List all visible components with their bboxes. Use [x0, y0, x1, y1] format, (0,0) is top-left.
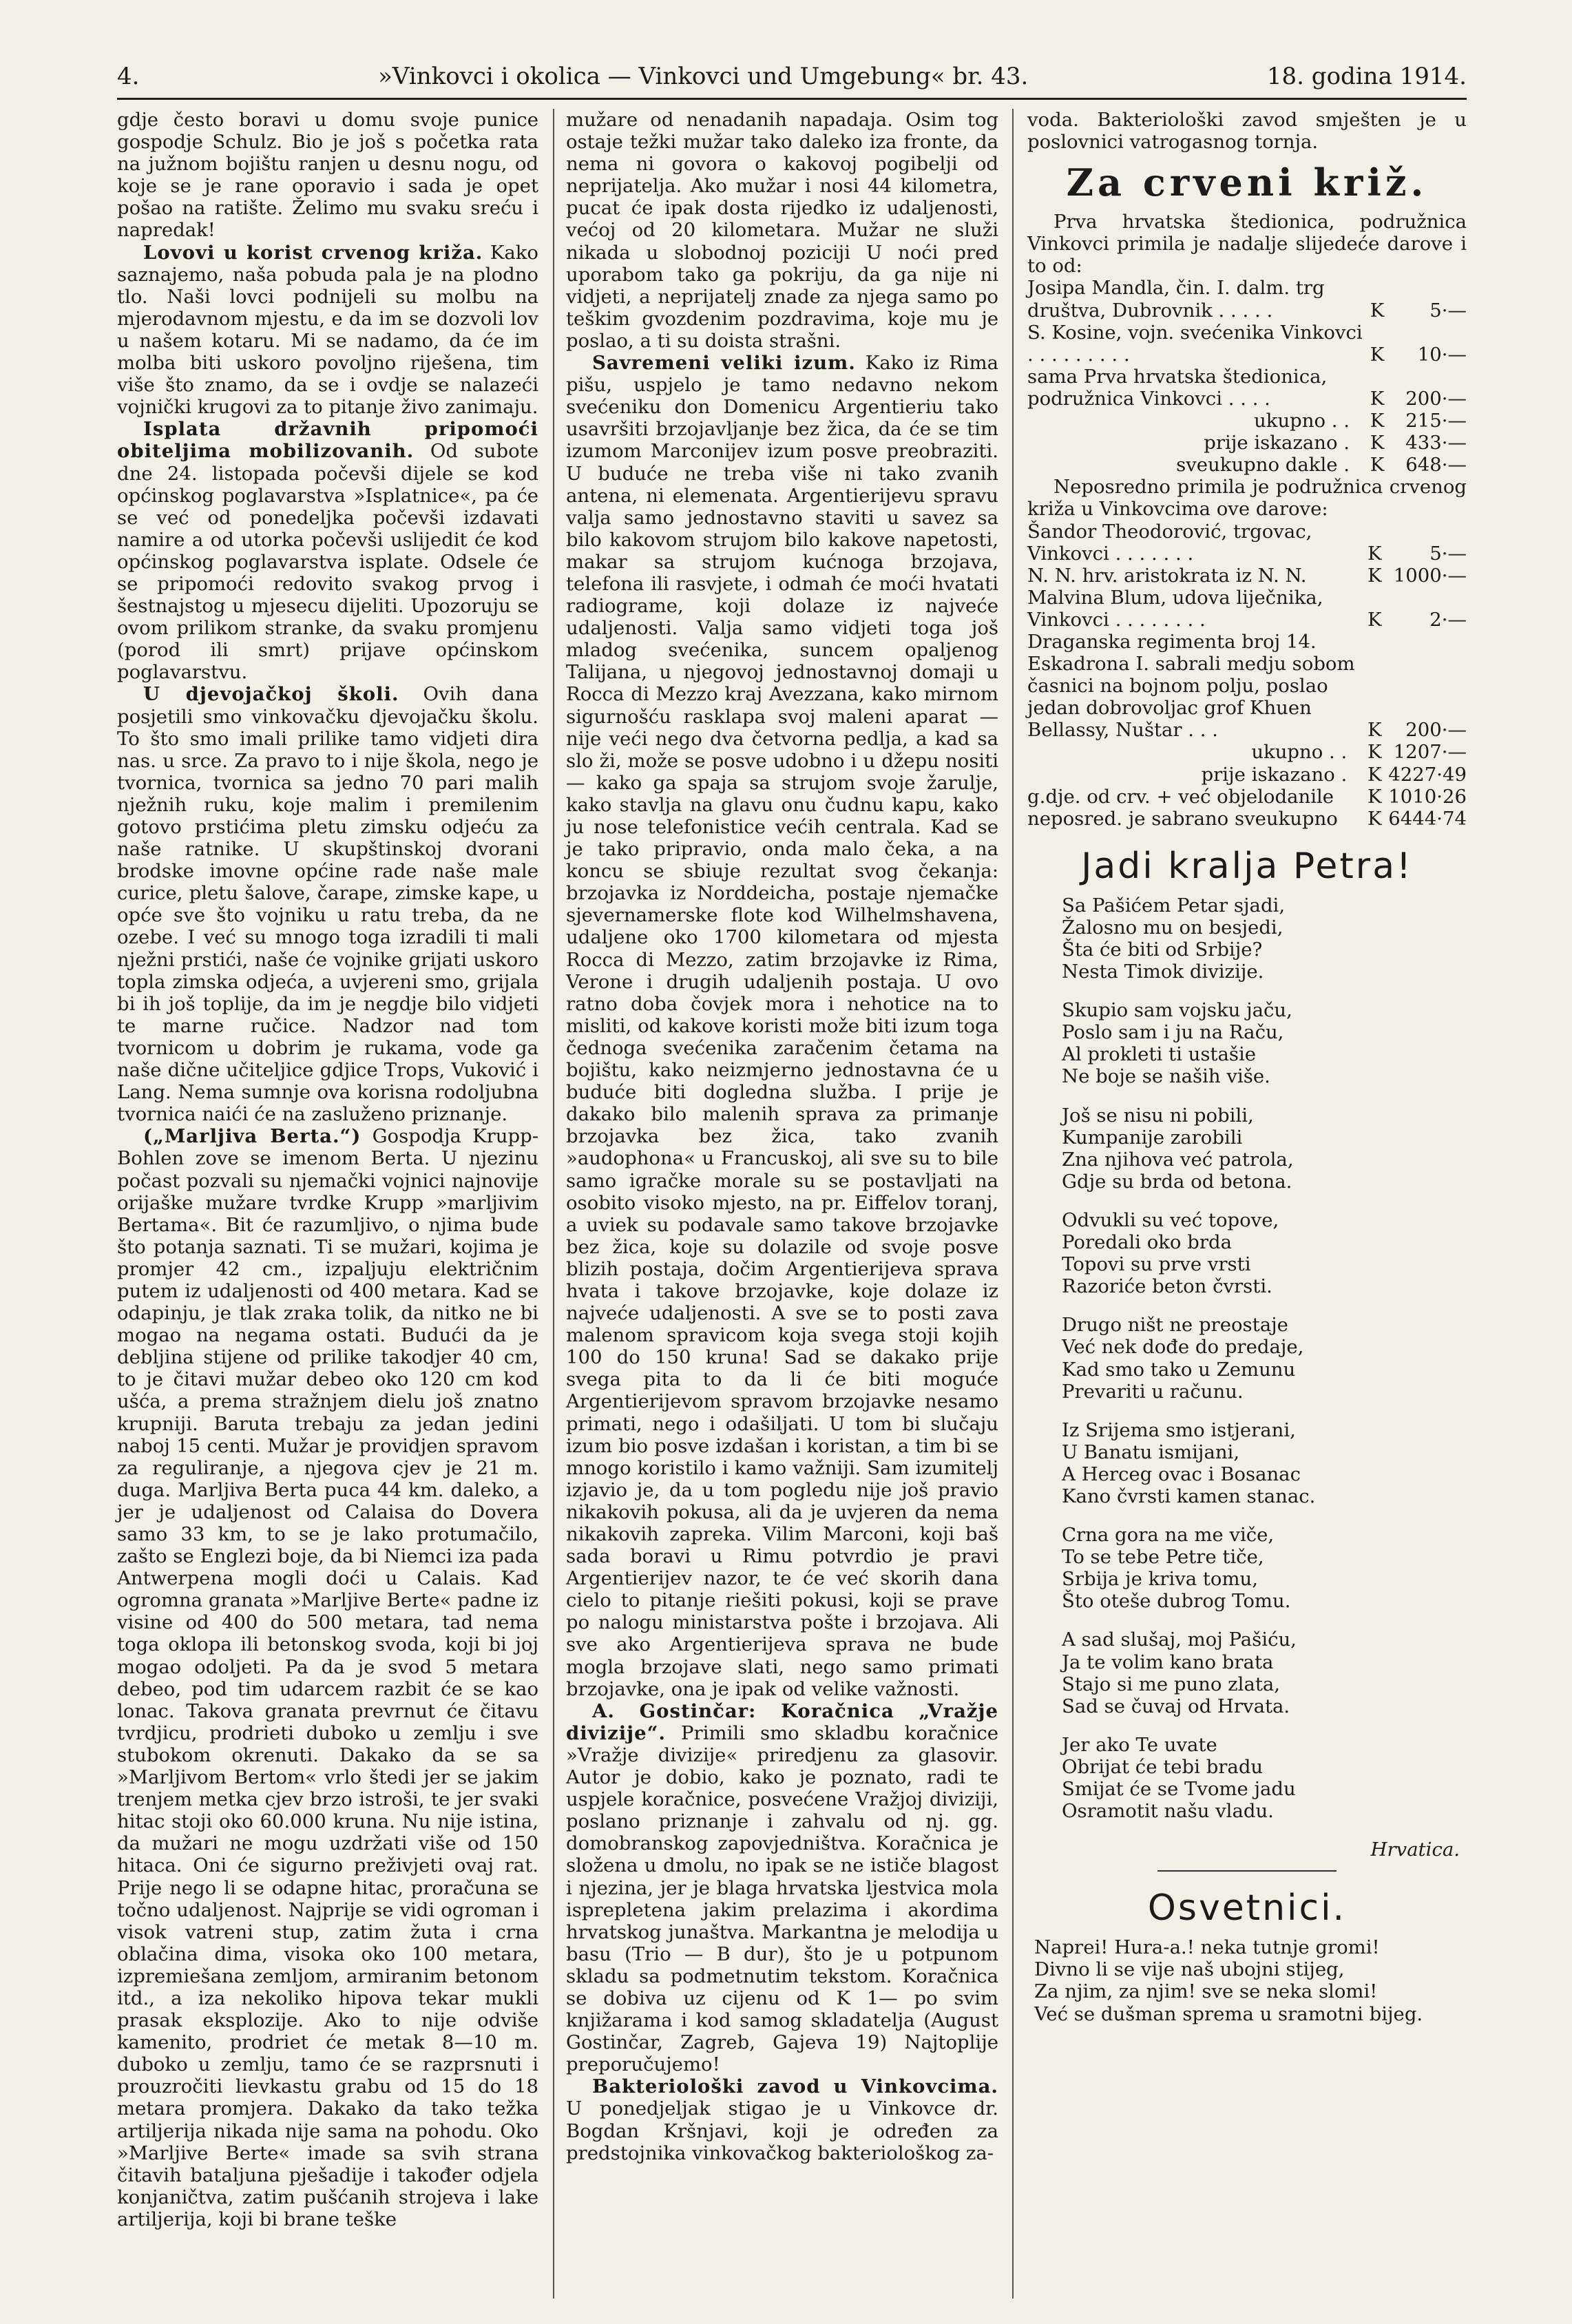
poem-line: Ja te volim kano brata — [1062, 1651, 1274, 1673]
article-lead: A. Gostinčar: Koračnica „Vražje divizije“. — [566, 1699, 998, 1744]
article-continuation: gdje često boravi u domu svoje punice gospodje Schulz. Bio je još s početka rata na južnom bojištu ranjen u desnu nogu, od koje se je rane oporavio i sada je opet pošao na ratište. Želimo mu svaku sreću i napredak! — [117, 109, 538, 242]
poem-stanza — [1062, 894, 1467, 983]
poem-line: Topovi su prve vrsti — [1062, 1253, 1251, 1276]
poem-line: Još se nisu ni pobili, — [1062, 1104, 1254, 1127]
poem-stanza — [1062, 1209, 1467, 1297]
article-lead: Savremeni veliki izum. — [592, 352, 856, 375]
currency-mark: K — [1370, 299, 1385, 322]
poem-stanza — [1062, 999, 1467, 1087]
article-isplata — [117, 418, 538, 683]
poem-title-osvetnici: Osvetnici. — [1147, 1887, 1347, 1929]
masthead — [117, 56, 1467, 96]
donations-intro-2: Neposredno primila je podružnica crvenog križa u Vinkovcima ove darove: — [1027, 476, 1467, 521]
article-lead: Bakteriološki zavod u Vinkovcima. — [592, 2075, 998, 2098]
donation-amount: 5·— — [1429, 542, 1467, 565]
donation-row — [1027, 741, 1467, 763]
currency-mark: K — [1370, 432, 1385, 454]
donation-label: Malvina Blum, udova liječnika, Vinkovci . . . . . . . . — [1027, 586, 1323, 631]
donations-table-1 — [1027, 277, 1467, 476]
donation-row — [1027, 366, 1467, 410]
article-lead: U djevojačkoj školi. — [143, 683, 399, 706]
donation-row — [1027, 410, 1467, 432]
article-skola — [117, 683, 538, 1125]
donation-label: N. N. hrv. aristokrata iz N. N. — [1027, 564, 1307, 587]
newspaper-title: »Vinkovci i okolica — Vinkovci und Umgebung« br. 43. — [378, 63, 1029, 90]
column-1 — [117, 109, 538, 2230]
poem-line: Sa Pašićem Petar sjadi, — [1062, 894, 1286, 917]
header-rule — [117, 98, 1467, 100]
donation-label: neposred. je sabrano sveukupno — [1027, 807, 1338, 830]
poem-line: Kano čvrsti kamen stanac. — [1062, 1485, 1316, 1507]
currency-mark: K — [1367, 763, 1382, 786]
donation-label: prije iskazano . — [1204, 432, 1350, 454]
article-text: Primili smo skladbu koračnice »Vražje divizije« priredjenu za glasovir. Autor je dobio, kako je poznato, radi te uspjele koračnice, posvećene Vražjoj diviziji, poslano priznanje i zahvalu od nj. gg. domobranskog zapovjedništva. Koračnica je složena u dmolu, no ipak se ne ističe blagost i njezina, jer je blaga hrvatska ljestvica mola isprepletena jakim prelazima i akordima hrvatskog junaštva. Markantna je melodija u basu (Trio — B dur), što je u potpunom skladu sa podmetnutim tekstom. Koračnica se dobiva uz cijenu od K 1— po svim knjižarama i kod samog skladatelja (August Gostinčar, Zagreb, Gajeva 19) Najtoplije preporučujemo! — [566, 1721, 998, 2076]
poem-line: Smijat će se Tvome jadu — [1062, 1778, 1296, 1800]
donation-row — [1027, 322, 1467, 366]
currency-mark: K — [1370, 387, 1385, 410]
poem-line: A sad slušaj, moj Pašiću, — [1062, 1629, 1297, 1651]
donation-row — [1027, 277, 1467, 321]
currency-mark: K — [1367, 542, 1382, 565]
poem-line: Obrijat će tebi bradu — [1062, 1755, 1264, 1778]
poem-line: Za njim, za njim! sve se neka slomi! — [1034, 1980, 1378, 2003]
article-izum — [566, 352, 998, 1700]
donations-table-2 — [1027, 521, 1467, 830]
article-lead: Lovovi u korist crvenog križa. — [143, 241, 483, 264]
article-text: Ovih dana posjetili smo vinkovačku djevojačku školu. To što smo imali prilike tamo vidjeti dira nas. u srce. Za pravo to i nije škola, nego je tvornica, tvornica sa jedno 70 pari malih nježnih ruku, koje malim i premilenim gotovo prstićima pletu zimsku odjeću za naše ratnike. U skupštinskoj dvorani brodske imovne općine rade naše male curice, pletu šalove, čarape, zimske kape, u opće sve što vojniku u ratu treba, da ne ozebe. I već su mnogo toga izradili ti mali nježni prstići, naše će vojnike grijati uskoro topla zimska odjeća, a uvjereni smo, grijala bi ih još toplije, da im je negdje bilo vidjeti te marne ručice. Nadzor nad tom tvornicom u dobrim je rukama, vode ga naše dične učiteljice gdjice Trops, Vuković i Lang. Nema sumnje ova korisna rodoljubna tvornica naići će na zasluženo priznanje. — [117, 683, 538, 1126]
poem-line: Poslo sam i ju na Raču, — [1062, 1021, 1284, 1044]
column-rule — [1012, 109, 1014, 2299]
article-koracnica — [566, 1700, 998, 2076]
donation-amount: 200·— — [1405, 387, 1467, 410]
currency-mark: K — [1367, 807, 1382, 830]
poem-line: U Banatu ismijani, — [1062, 1441, 1240, 1463]
donation-label: g.dje. od crv. + već objelodanile — [1027, 785, 1334, 808]
divider — [1157, 1870, 1337, 1872]
poem-stanza — [1062, 1314, 1467, 1402]
poem-stanza — [1062, 1629, 1467, 1717]
poem-line: Stajo si me puno zlata, — [1062, 1673, 1281, 1695]
donation-amount: 6444·74 — [1388, 807, 1467, 830]
poem-line: Već nek dođe do predaje, — [1062, 1336, 1304, 1359]
article-lead: Isplata državnih pripomoći obiteljima mobilizovanih. — [117, 418, 538, 463]
poem-line: Kumpanije zarobili — [1062, 1126, 1243, 1149]
poem-jadi-kralja-petra — [1027, 894, 1467, 1822]
donation-amount: 10·— — [1417, 343, 1467, 366]
poem-stanza — [1062, 1105, 1467, 1193]
donation-row — [1027, 587, 1467, 631]
poem-line: Crna gora na me viče, — [1062, 1524, 1275, 1547]
poem-signature: Hrvatica. — [1370, 1839, 1460, 1861]
poem-line: A Herceg ovac i Bosanac — [1062, 1463, 1301, 1485]
currency-mark: K — [1367, 741, 1382, 764]
poem-line: Prevariti u računu. — [1062, 1380, 1244, 1403]
donation-row — [1027, 764, 1467, 786]
donation-row — [1027, 786, 1467, 808]
article-berta — [117, 1125, 538, 2230]
page-number: 4. — [117, 63, 140, 90]
donations-intro: Prva hrvatska štedionica, podružnica Vinkovci primila je nadalje slijedeće darove i to od: — [1027, 211, 1467, 278]
poem-line: Sad se čuvaj od Hrvata. — [1062, 1695, 1290, 1717]
donation-row — [1027, 454, 1467, 476]
poem-line: Već se dušman sprema u sramotni bijeg. — [1034, 2002, 1423, 2025]
donation-amount: 4227·49 — [1388, 763, 1467, 786]
currency-mark: K — [1367, 785, 1382, 808]
poem-line: Poredali oko brda — [1062, 1231, 1232, 1254]
poem-line: Ne boje se naših više. — [1062, 1065, 1270, 1088]
donation-label: ukupno . . — [1254, 410, 1350, 432]
poem-line: Nesta Timok divizije. — [1062, 961, 1264, 983]
donation-label: sveukupno dakle . — [1176, 454, 1350, 477]
poem-line: Kad smo tako u Zemunu — [1062, 1358, 1296, 1381]
poem-line: Skupio sam vojsku jaču, — [1062, 999, 1292, 1022]
column-rule — [553, 109, 554, 2299]
issue-date: 18. godina 1914. — [1266, 63, 1467, 90]
poem-line: Zna njihova već patrola, — [1062, 1148, 1294, 1171]
currency-mark: K — [1370, 410, 1385, 432]
currency-mark: K — [1370, 454, 1385, 477]
donation-amount: 433·— — [1405, 432, 1467, 454]
poem-osvetnici — [1034, 1936, 1467, 2024]
donation-amount: 1010·26 — [1388, 785, 1467, 808]
donation-label: Šandor Theodorović, trgovac, Vinkovci . . . . . . . — [1027, 520, 1312, 565]
poem-line: Razoriće beton čvrsti. — [1062, 1275, 1272, 1298]
poem-stanza — [1062, 1734, 1467, 1822]
currency-mark: K — [1367, 608, 1382, 631]
donation-label: S. Kosine, vojn. svećenika Vinkovci . . . . . . . . . — [1027, 321, 1363, 366]
poem-line: To se tebe Petre tiče, — [1062, 1546, 1264, 1569]
poem-line: Šta će biti od Srbije? — [1062, 939, 1263, 961]
poem-stanza — [1062, 1419, 1467, 1507]
poem-line: Što oteše dubrog Tomu. — [1062, 1590, 1291, 1613]
donation-amount: 2·— — [1429, 608, 1467, 631]
donation-row — [1027, 565, 1467, 587]
donation-row — [1027, 521, 1467, 565]
poem-line: Al prokleti ti ustašie — [1062, 1043, 1257, 1066]
poem-stanza — [1062, 1524, 1467, 1612]
donation-amount: 215·— — [1405, 410, 1467, 432]
poem-line: Jer ako Te uvate — [1062, 1733, 1217, 1756]
currency-mark: K — [1367, 564, 1382, 587]
article-lead: („Marljiva Berta.“) — [143, 1125, 361, 1148]
poem-title-jadi: Jadi kralja Petra! — [1081, 845, 1413, 887]
article-text: Gospodja Krupp-Bohlen zove se imenom Berta. U njezinu počast pozvali su njemački vojnici najnovije orijaške mužare tvrdke Krupp »marljivim Bertama«. Bit će razumljivo, o njima bude što potanja saznati. Ti se mužari, kojima je promjer 42 cm., izpaljuju električnim putem iz udaljenosti od 400 metara. Kad se odapinju, je tlak zraka tolik, da nitko ne bi mogao na negama ostati. Budući da je debljina stijene od prilike takodjer 40 cm, to je čitavi mužar debeo oko 120 cm kod ušća, a prema stražnjem dielu još znatno krupniji. Baruta trebaju za jedan jedini naboj 15 centi. Mužar je providjen spravom za reguliranje, a njegova cjev je 21 m. duga. Marljiva Berta puca 44 km. daleko, a jer je udaljenost od Calaisa do Dovera samo 33 km, to se je lako protumačilo, zašto se Englezi boje, da bi Niemci iza pada Antwerpena mogli doći u Calais. Kad ogromna granata »Marljive Berte« padne iz visine od 400 do 500 metara, tad nema toga oklopa ili betonskog svoda, koji bi joj mogao odoljeti. Pa da je svod 5 metara debeo, pod tim udarcem razbit će se kao lonac. Takova granata prevrnut će čitavu tvrdjicu, prodrieti duboko u zemlju i sve stubokom okrenuti. Dakako da se sa »Marljivom Bertom« vrlo štedi jer se jakim trenjem metka cjev brzo istroši, te jer svaki hitac stoji oko 60.000 kruna. Nu nije istina, da mužari ne mogu uzdržati više od 150 hitaca. Oni će sigurno preživjeti ovaj rat. Prije nego li se odapne hitac, proračuna se točno udaljenost. Najprije se vidi ogroman i visok vatreni stup, zatim žuta i crna oblačina dima, visoka oko 100 metara, izpremiešana zemljom, armiranim betonom itd., a iza nekoliko hipova tekar mukli prasak eksplozije. Ako to nije odviše kamenito, prodriet će metak 8—10 m. duboko u zemlju, tamo će se razprsnuti i prouzročiti lievkastu grabu od 15 do 18 metara promjera. Dakako da tako težka artiljerija nikada nije sama na pohodu. Oko »Marljive Berte« imade sa svih strana čitavih bataljuna pješadije i također odjela konjaničtva, zatim pušćanih strojeva i lake artiljerija, koji bi brane teške — [117, 1125, 538, 2230]
poem-line: Divno li se vije naš ubojni stijeg, — [1034, 1958, 1345, 1981]
poem-line: Osramotit našu vladu. — [1062, 1800, 1274, 1823]
poem-line: Žalosno mu on besjedi, — [1062, 916, 1283, 939]
donation-amount: 1207·— — [1393, 741, 1467, 764]
article-continuation: voda. Bakteriološki zavod smješten je u poslovnici vatrogasnog tornja. — [1027, 109, 1467, 154]
poem-line: Iz Srijema smo istjerani, — [1062, 1419, 1296, 1441]
donation-label: prije iskazano . — [1201, 763, 1348, 786]
currency-mark: K — [1370, 343, 1385, 366]
section-heading-crveni-kriz: Za crveni križ. — [1066, 160, 1428, 205]
poem-line: Drugo ništ ne preostaje — [1062, 1314, 1288, 1337]
donation-label: Josipa Mandla, čin. I. dalm. trg društva, Dubrovnik . . . . . — [1027, 277, 1325, 322]
donation-label: ukupno . . — [1251, 741, 1348, 764]
donation-row — [1027, 631, 1467, 741]
article-text: Kako iz Rima pišu, uspjelo je tamo nedavno nekom svećeniku don Domenicu Argentieriu tako usavršiti brzojavljanje bez žica, da će se tim izumom Marconijev izum posve preobraziti. U buduće ne treba više ni tako zvanih antena, ni elemenata. Argentierijevu spravu valja samo jednostavno staviti u savez sa bilo kakovom strujom bilo kakove napetosti, makar sa strujom kućnoga brzojava, telefona ili rasvjete, i odmah će moći hvatati radiograme, koji dolaze iz najveće udaljenosti. Valja samo vidjeti toga još mladog svećenika, suncem opaljenog Talijana, u njegovoj jednostavnoj domaji u Rocca di Mezzo kraj Avezzana, kako mirnom sigurnošću rasklapa svoj maleni aparat — nije veći nego dva četvorna pedlja, a kad sa slo ži, može se posve udobno i u džepu nositi — kako ga spaja sa strujom svoje žarulje, kako stavlja na glavu onu čudnu kapu, kako ju nose telefonistice većih centrala. Kad se je tako pripravio, onda malo čeka, a na koncu se sbiuje rezultat svog čekanja: brzojavka iz Norddeicha, postaje njemačke sjevernamerske flote kod Wilhelmshavena, udaljene oko 1700 kilometara od mjesta Rocca di Mezzo, zatim brzojavke iz Rima, Verone i drugih udaljenih postaja. U ovo ratno doba čovjek mora i nehotice na to misliti, od kakove koristi može biti izum toga čednoga svećenika zaračenim četama na bojištu, kako neizmjerno jednostavna će u buduće biti dogledna služba. I prije je dakako bilo malenih sprava za primanje brzojavka bez žica, tako zvanih »audophona« u Francuskoj, ali sve su to bile samo igračke morale su se postavljati na osobito visoko mjesto, na pr. Eiffelov toranj, a uviek su podavale samo takove brzojavke bez žica, koje su dolazile od svoje posve blizih postaja, dočim Argentierijeva sprava hvata i takove brzojavke, koje dolaze iz najveće udaljenosti. A sve se to posti zava malenom spravicom koja svega stoji kojih 100 do 150 kruna! Sad se dakako prije svega pita to da li će biti moguće Argentierijevom spravom brzojavke nesamo primati, nego i odašiljati. U tom bi slučaju izum bio posve izdašan i koristan, a tim bi se mnogo koristilo i kamo važniji. Sam izumitelj izjavio je, da u tom pogledu nije još pravio nikakovih pokusa, ali da je uvjeren da nema nikakovih zapreka. Vilim Marconi, koji baš sada boravi u Rimu potvrdio je pravi Argentierijev nazor, te će već skorih dana cielo to pitanje riešiti pokusi, koji se prave po nalogu ministarstva pošte i brzojava. Ali sve ako Argentierijeva sprava ne bude mogla brzojave slati, nego samo primati brzojavke, ona je ipak od velike važnosti. — [566, 352, 998, 1700]
column-3 — [1027, 109, 1467, 2042]
poem-line: Gdje su brda od betona. — [1062, 1170, 1292, 1193]
donation-amount: 200·— — [1405, 719, 1467, 742]
poem-line: Srbija je kriva tomu, — [1062, 1568, 1259, 1591]
article-lovci — [117, 242, 538, 419]
donation-label: sama Prva hrvatska štedionica, podružnica Vinkovci . . . . — [1027, 365, 1328, 410]
article-continuation: mužare od nenadanih napadaja. Osim tog ostaje težki mužar tako daleko iza fronte, da nema ni govora o kakovoj pogibelji od neprijatelja. Ako mužar i nosi 44 kilometra, pucat će ipak dosta rijedko iz udaljenosti, većoj od 20 kilometara. Mužar ne služi nikada u slobodnoj poziciji U noći pred uporabom tako ga pokriju, da ga nije ni vidjeti, a neprijatelj znade za njega samo po teškim gvozdenim pozdravima, koje mu je poslao, a ti su doista strašni. — [566, 109, 998, 352]
donation-row — [1027, 432, 1467, 454]
poem-line: Naprei! Hura-a.! neka tutnje gromi! — [1034, 1936, 1380, 1959]
article-text: Od subote dne 24. listopada počevši dijele se kod općinskog poglavarstva »Isplatnice«, pa će se već od ponedeljka počevši izdavati namire a od utorka počevši uslijedit će kod općinskog poglavarstva isplate. Odsele će se pripomoći redovito svakog prvog i šestnajstog u mjesecu dijeliti. Upozoruju se ovom prilikom stranke, da svaku promjenu (porod ili smrt) prijave općinskom poglavarstvu. — [117, 440, 538, 684]
article-bakterioloski — [566, 2075, 998, 2164]
article-text: Kako saznajemo, naša pobuda pala je na plodno tlo. Naši lovci podnijeli su molbu na mjerodavnom mjestu, e da im se dozvoli lov u našem kotaru. Mi se nadamo, da će im molba biti uskoro povoljno riješena, tim više što znamo, da se i ovdje se nalazeći vojnički krugovi za to pitanje živo zanimaju. — [117, 241, 538, 419]
donation-row — [1027, 808, 1467, 830]
poem-line: Odvukli su već topove, — [1062, 1208, 1279, 1231]
donation-amount: 5·— — [1429, 299, 1467, 322]
column-2 — [566, 109, 998, 2164]
donation-amount: 1000·— — [1393, 564, 1467, 587]
currency-mark: K — [1367, 719, 1382, 742]
article-text: U ponedjeljak stigao je u Vinkovce dr. Bogdan Kršnjavi, koji je određen za predstojnika vinkovačkog bakteriološkog za- — [566, 2097, 998, 2164]
donation-label: Draganska regimenta broj 14. Eskadrona I. sabrali medju sobom časnici na bojnom polju, poslao jedan dobrovoljac grof Khuen Bellassy, Nuštar . . . — [1027, 630, 1355, 742]
donation-amount: 648·— — [1405, 454, 1467, 477]
